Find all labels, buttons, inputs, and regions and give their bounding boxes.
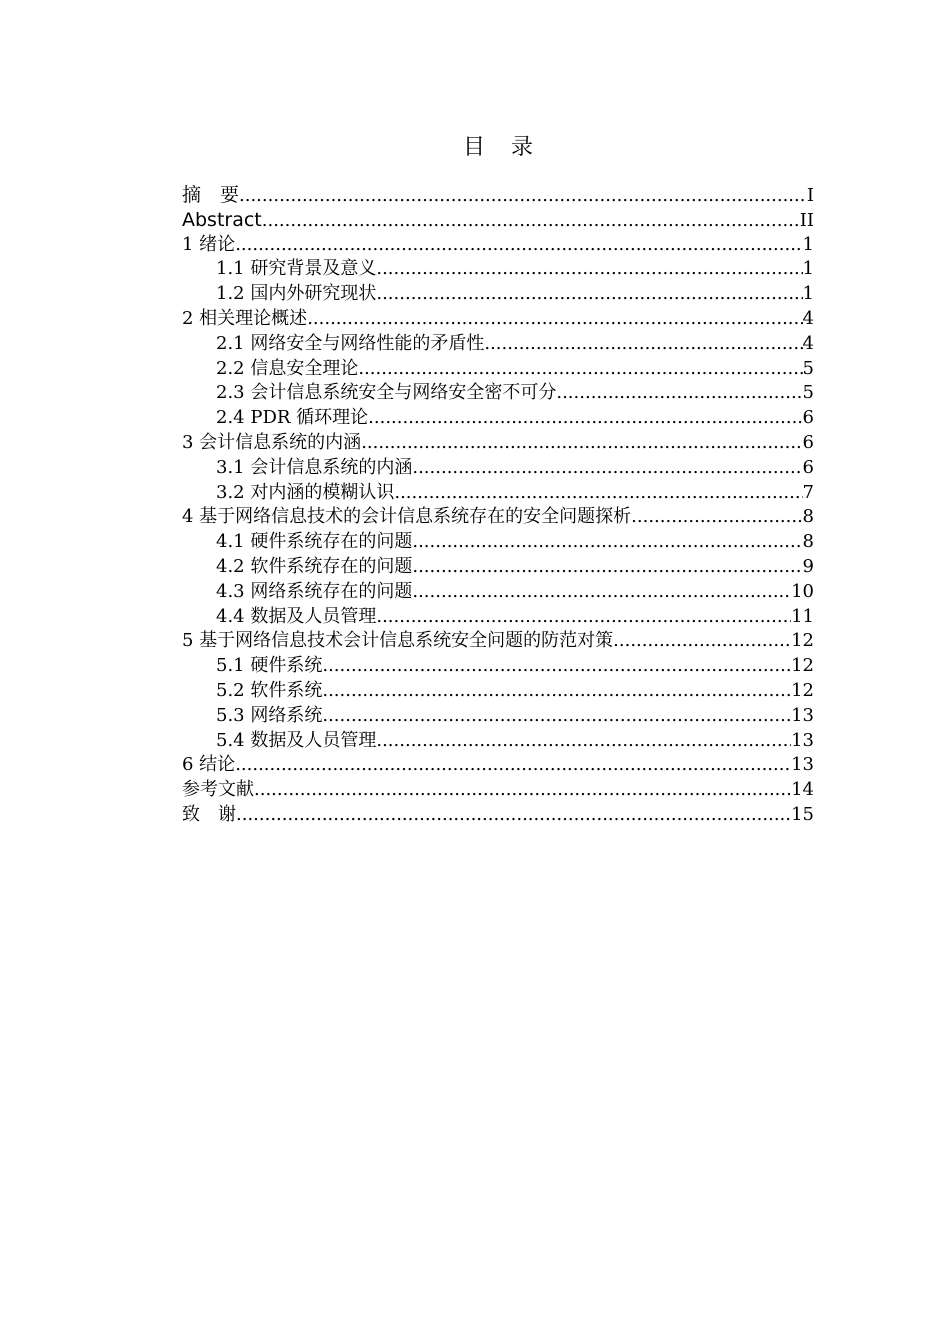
toc-dot-leader — [556, 381, 802, 406]
toc-entry[interactable] — [182, 282, 814, 307]
toc-entry-label: 参考文献 — [182, 779, 254, 801]
toc-entry-label: 5.2 软件系统 — [216, 679, 323, 701]
toc-entry-page-number: 13 — [791, 754, 814, 776]
toc-entry-page-number: 13 — [791, 704, 814, 726]
toc-dot-leader — [368, 406, 802, 431]
toc-dot-leader — [412, 555, 802, 580]
toc-dot-leader — [358, 357, 802, 382]
toc-entry-label: 5.4 数据及人员管理 — [216, 729, 377, 751]
toc-entry-label: 4.4 数据及人员管理 — [216, 605, 377, 627]
toc-entry-page-number: II — [799, 209, 814, 231]
toc-dot-leader — [322, 654, 791, 679]
toc-entry-page-number: 12 — [791, 679, 814, 701]
toc-entry[interactable] — [182, 679, 814, 704]
toc-entry-page-number: 15 — [791, 803, 814, 825]
toc-entry-label: 4.2 软件系统存在的问题 — [216, 555, 413, 577]
toc-entry-label: 3.2 对内涵的模糊认识 — [216, 481, 395, 503]
toc-dot-leader — [307, 307, 802, 332]
toc-entry[interactable] — [182, 530, 814, 555]
toc-entry-label: 5 基于网络信息技术会计信息系统安全问题的防范对策 — [182, 630, 614, 652]
toc-dot-leader — [376, 257, 802, 282]
toc-entry[interactable] — [182, 729, 814, 754]
toc-entry[interactable] — [182, 208, 814, 233]
toc-dot-leader — [239, 184, 807, 209]
toc-entry-label: 4 基于网络信息技术的会计信息系统存在的安全问题探析 — [182, 506, 632, 528]
toc-entry-label: 5.1 硬件系统 — [216, 655, 323, 677]
toc-entry-page-number: 1 — [802, 233, 814, 255]
toc-entry[interactable] — [182, 704, 814, 729]
toc-entry[interactable] — [182, 332, 814, 357]
toc-entry-label: 2.3 会计信息系统安全与网络安全密不可分 — [216, 382, 557, 404]
toc-dot-leader — [254, 778, 791, 803]
toc-dot-leader — [412, 530, 802, 555]
toc-entry-label: 3 会计信息系统的内涵 — [182, 431, 362, 453]
toc-entry-page-number: I — [806, 185, 814, 206]
toc-entry-page-number: 7 — [802, 481, 814, 503]
toc-entry-label: Abstract — [182, 208, 262, 231]
toc-entry[interactable] — [182, 357, 814, 382]
toc-dot-leader — [262, 209, 800, 234]
toc-entry[interactable] — [182, 381, 814, 406]
toc-entry-label: 4.1 硬件系统存在的问题 — [216, 531, 413, 553]
toc-dot-leader — [412, 456, 802, 481]
toc-entry-page-number: 14 — [791, 779, 814, 801]
toc-entry[interactable] — [182, 481, 814, 506]
toc-entry[interactable] — [182, 629, 814, 654]
toc-entry[interactable] — [182, 183, 814, 208]
toc-entry-label: 1 绪论 — [182, 233, 236, 255]
toc-entry-label: 4.3 网络系统存在的问题 — [216, 580, 413, 602]
toc-dot-leader — [376, 282, 802, 307]
toc-entry-page-number: 13 — [791, 729, 814, 751]
toc-dot-leader — [631, 505, 802, 530]
toc-entry-label: 1.2 国内外研究现状 — [216, 283, 377, 305]
toc-entry-page-number: 11 — [791, 605, 814, 627]
toc-title: 目 录 — [462, 135, 535, 160]
toc-entry[interactable] — [182, 580, 814, 605]
toc-entry-label: 1.1 研究背景及意义 — [216, 258, 377, 280]
toc-entry-page-number: 5 — [802, 382, 814, 404]
toc-entry[interactable] — [182, 753, 814, 778]
toc-entry[interactable] — [182, 555, 814, 580]
toc-entry[interactable] — [182, 431, 814, 456]
toc-entry[interactable] — [182, 257, 814, 282]
toc-entry[interactable] — [182, 654, 814, 679]
toc-list — [182, 183, 814, 828]
toc-entry-page-number: 1 — [802, 258, 814, 280]
toc-entry-page-number: 4 — [802, 307, 814, 329]
toc-entry-page-number: 8 — [802, 506, 814, 528]
toc-dot-leader — [361, 431, 802, 456]
toc-entry-label: 2 相关理论概述 — [182, 307, 308, 329]
toc-entry-page-number: 12 — [791, 630, 814, 652]
toc-dot-leader — [235, 753, 791, 778]
toc-entry[interactable] — [182, 456, 814, 481]
toc-dot-leader — [376, 605, 791, 630]
toc-entry-page-number: 6 — [802, 431, 814, 453]
toc-entry[interactable] — [182, 233, 814, 258]
toc-entry-page-number: 8 — [802, 531, 814, 553]
toc-entry-page-number: 6 — [802, 407, 814, 429]
toc-entry[interactable] — [182, 803, 814, 828]
toc-entry-page-number: 6 — [802, 456, 814, 478]
toc-dot-leader — [235, 233, 802, 258]
toc-entry-label: 3.1 会计信息系统的内涵 — [216, 456, 413, 478]
toc-entry-label: 摘 要 — [182, 184, 240, 206]
toc-entry-label: 2.1 网络安全与网络性能的矛盾性 — [216, 332, 485, 354]
toc-entry[interactable] — [182, 778, 814, 803]
toc-entry[interactable] — [182, 307, 814, 332]
toc-entry-page-number: 10 — [791, 580, 814, 602]
toc-entry-page-number: 4 — [802, 332, 814, 354]
toc-dot-leader — [376, 729, 791, 754]
toc-dot-leader — [484, 332, 802, 357]
toc-entry-label: 6 结论 — [182, 754, 236, 776]
toc-entry-label: 5.3 网络系统 — [216, 704, 323, 726]
toc-dot-leader — [412, 580, 791, 605]
toc-entry[interactable] — [182, 505, 814, 530]
toc-entry-page-number: 9 — [802, 555, 814, 577]
toc-dot-leader — [322, 704, 791, 729]
toc-entry-page-number: 1 — [802, 283, 814, 305]
toc-entry-label: 2.2 信息安全理论 — [216, 357, 359, 379]
toc-dot-leader — [613, 629, 791, 654]
toc-dot-leader — [394, 481, 802, 506]
toc-entry-page-number: 5 — [802, 357, 814, 379]
toc-entry[interactable] — [182, 605, 814, 630]
toc-entry-label: 2.4 PDR 循环理论 — [216, 407, 369, 429]
toc-entry-label: 致 谢 — [182, 803, 236, 825]
toc-dot-leader — [236, 803, 791, 828]
toc-dot-leader — [322, 679, 791, 704]
toc-entry[interactable] — [182, 406, 814, 431]
toc-entry-page-number: 12 — [791, 655, 814, 677]
